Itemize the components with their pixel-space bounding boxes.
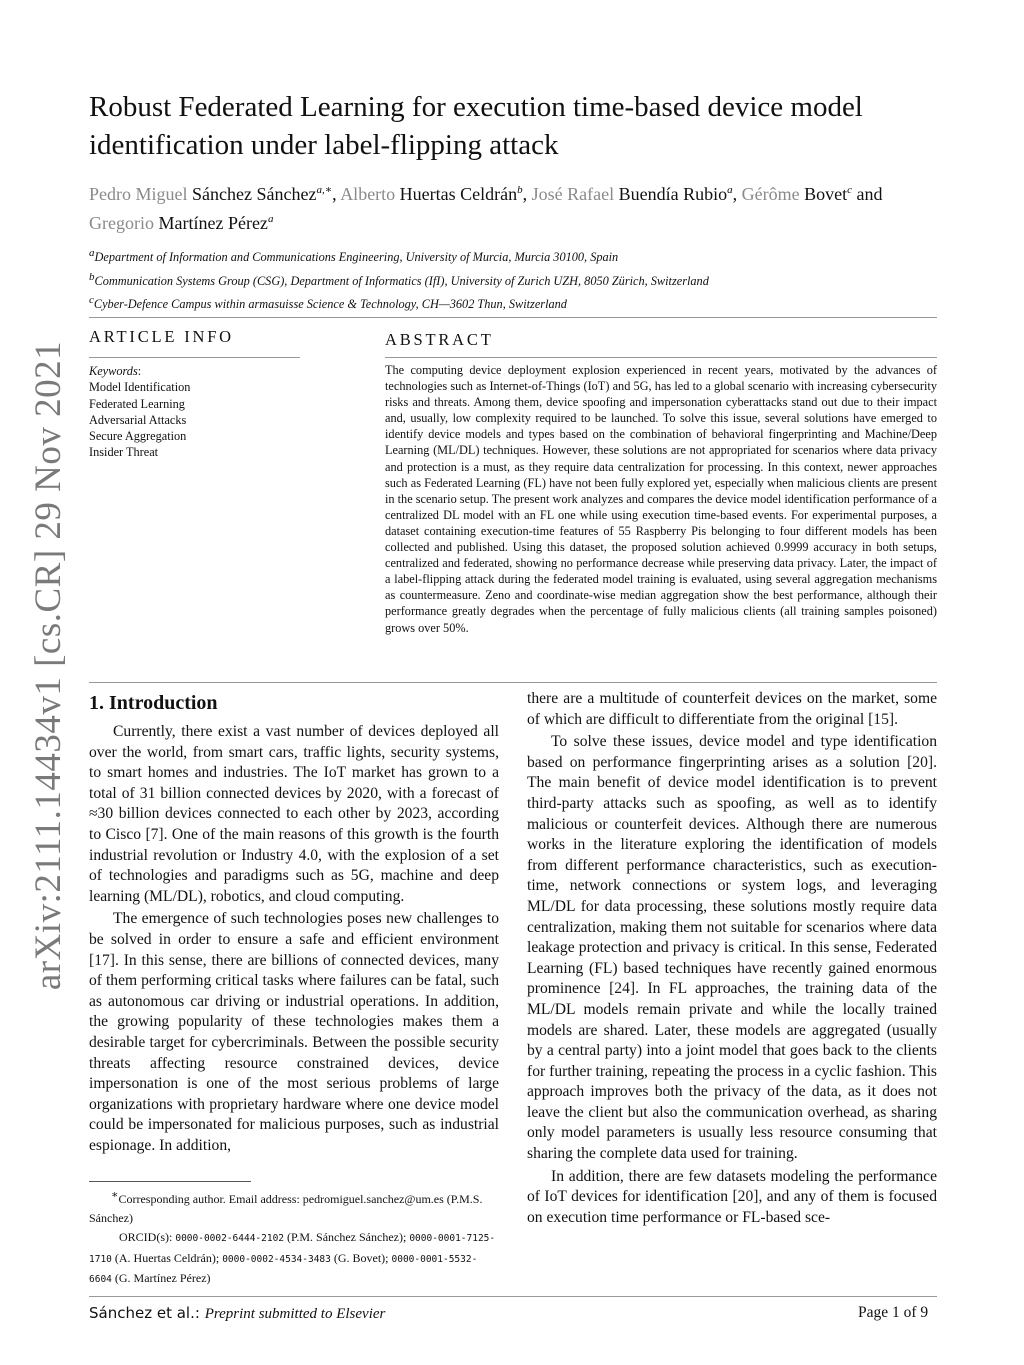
header-divider (89, 317, 937, 318)
affiliation-text: Department of Information and Communications Engineering, University of Murcia, Murcia 30100, Spain (94, 250, 619, 265)
article-info-heading: ARTICLE INFO (89, 327, 234, 346)
body-paragraph: there are a multitude of counterfeit devices on the market, some of which are difficult to differentiate from the original [15]. (527, 690, 937, 728)
footer-running-head: Sánchez et al.: Preprint submitted to Elsevier (89, 1304, 386, 1322)
footnote-corresponding: ∗Corresponding author. Email address: pedromiguel.sanchez@um.es (P.M.S. Sánchez) (89, 1189, 483, 1226)
footnote-orcid: ORCID(s): 0000-0002-6444-2102 (P.M. Sánchez Sánchez); 0000-0001-7125-1710 (A. Huertas Celdrán); 0000-0002-4534-3483 (G. Bovet); 0000-0001-5532-6604 (G. Martínez Pérez) (89, 1230, 496, 1285)
body-column-right (527, 689, 937, 1228)
author-list: Pedro Miguel Sánchez Sánchez$^{a,∗}$, Alberto Huertas Celdrán$^b$, José Rafael Buendía Rubio$^a$, Gérôme Bovet$^c$ and Gregorio Martínez Pérez$^a$ (89, 184, 883, 233)
body-paragraph: To solve these issues, device model and type identification based on performance fingerprinting arises as a solution [20]. The main benefit of device model identification is to prevent third-party attacks such as spoofing, as well as to identify malicious or counterfeit devices. Although there are numerous works in the literature exploring the identification of models from different performance characteristics, such as execution-time, network connections or system logs, and leveraging ML/DL for data processing, these solutions mostly require data centralization, making them not suitable for scenarios where data leakage protection and privacy is critical. In this sense, Federated Learning (FL) based techniques have recently gained enormous prominence [24]. In FL approaches, the training data of the ML/DL models remain private and while the locally trained models are shared. Later, these models are aggregated (usually by a central party) into a joint model that goes back to the clients for further training, repeating the process in a cyclic fashion. This approach improves both the privacy of the data, as it does not leave the client but also the communication overhead, as sharing only model parameters is usually less resource consuming that sharing the complete data used for training. (527, 733, 937, 1163)
body-column-left (89, 722, 499, 1156)
orcid-id: 0000-0001-7125-1710 (89, 1233, 496, 1265)
affiliation-mark: b (89, 270, 95, 283)
arxiv-stamp (14, 340, 84, 990)
affiliation-mark: c (89, 294, 94, 307)
author-family-name: Buendía Rubio (618, 184, 728, 204)
keyword-item: Federated Learning (89, 396, 185, 411)
footer-page-number: Page 1 of 9 (858, 1304, 929, 1321)
abstract-bottom-divider (89, 682, 937, 683)
keyword-item: Secure Aggregation (89, 429, 187, 444)
keyword-item: Model Identification (89, 380, 191, 395)
paper-title: Robust Federated Learning for execution time-based device model identification under label-flipping attack (89, 91, 863, 161)
abstract-text: The computing device deployment explosion experienced in recent years, motivated by the advances of technologies such as Internet-of-Things (IoT) and 5G, has led to a global scenario with increasing cybersecurity risks and threats. Among them, device spoofing and impersonation cyberattacks stand out due to their impact and, usually, low complexity required to be launched. To solve this issue, several solutions have emerged to identify device models and types based on the combination of behavioral fingerprinting and Machine/Deep Learning (ML/DL) techniques. However, these solutions are not appropriated for scenarios where data privacy and protection is a must, as they require data centralization for processing. In this context, newer approaches such as Federated Learning (FL) have not been fully explored yet, especially when malicious clients are present in the scenario setup. The present work analyzes and compares the device model identification performance of a centralized DL model with an FL one while using execution time-based events. For experimental purposes, a dataset containing execution-time features of 55 Raspberry Pis belonging to four different models has been collected and published. Using this dataset, the proposed solution achieved 0.9999 accuracy in both setups, centralized and federated, showing no performance decrease while preserving data privacy. Later, the impact of a label-flipping attack during the federated model training is evaluated, using several aggregation mechanisms as countermeasure. Zeno and coordinate-wise median aggregation show the best performance, although their performance greatly degrades when the percentage of fully malicious clients (all training samples poisoned) grows over 50%. (385, 363, 937, 635)
author-family-name: Martínez Pérez (158, 213, 268, 233)
body-paragraph: The emergence of such technologies poses new challenges to be solved in order to ensure a safe and efficient environment [17]. In this sense, there are billions of connected devices, many of them performing critical tasks where failures can be fatal, such as autonomous car driving or industrial operations. In addition, the growing popularity of these technologies makes them a desirable target for cybercriminals. Between the possible security threats affecting resource constrained devices, device impersonation is one of the most serious problems of large organizations with proprietary hardware where one device model could be impersonated for malicious purposes, such as industrial espionage. In addition, (89, 910, 499, 1154)
author-name (340, 184, 522, 204)
author-given-name: José Rafael (531, 184, 615, 204)
affiliation-text: Cyber-Defence Campus within armasuisse Science & Technology, CH—3602 Thun, Switzerland (93, 297, 567, 312)
author-name (89, 184, 332, 204)
keyword-item: Insider Threat (89, 445, 159, 460)
citation-link[interactable]: [7] (145, 825, 164, 843)
author-name (89, 213, 273, 233)
body-paragraph: Currently, there exist a vast number of devices deployed all over the world, from smart cars, traffic lights, security systems, to smart homes and industries. The IoT market has grown to a total of 31 billion connected devices by 2020, with a forecast of ≈30 billion devices connected to each other by 2023, according to Cisco [7]. One of the main reasons of this growth is the fourth industrial revolution or Industry 4.0, with the explosion of a set of technologies and paradigms such as 5G, machine and deep learning (ML/DL), robotics, and cloud computing. (89, 723, 499, 905)
footnote-rule (89, 1181, 251, 1182)
author-family-name: Huertas Celdrán (399, 184, 518, 204)
author-affiliation-mark: b (517, 184, 523, 196)
abstract-heading: ABSTRACT (385, 330, 494, 349)
orcid-id: 0000-0001-5532-6604 (89, 1253, 478, 1285)
author-name (742, 184, 852, 204)
citation-link[interactable]: [20] (907, 753, 934, 771)
footnotes (89, 1186, 499, 1289)
author-affiliation-mark: a (267, 213, 274, 225)
arxiv-stamp-text: arXiv:2111.14434v1 [cs.CR] 29 Nov 2021 (28, 340, 70, 990)
keywords-label: Keywords: (89, 364, 142, 378)
citation-link[interactable]: [20] (732, 1188, 759, 1206)
author-family-name: Sánchez Sánchez (192, 184, 317, 204)
section-heading-introduction: 1. Introduction (89, 692, 218, 714)
author-name (532, 184, 733, 204)
keyword-item: Adversarial Attacks (89, 412, 187, 427)
author-family-name: Bovet (804, 184, 848, 204)
citation-link[interactable]: [17] (89, 951, 115, 969)
affiliation-line (89, 268, 949, 292)
author-given-name: Gregorio (89, 213, 154, 233)
affiliation-text: Communication Systems Group (CSG), Department of Informatics (IfI), University of Zurich UZH, 8050 Zürich, Switzerland (94, 273, 709, 288)
orcid-id: 0000-0002-6444-2102 (175, 1233, 285, 1245)
citation-link[interactable]: [15] (868, 710, 895, 728)
affiliation-mark: a (89, 247, 95, 259)
keywords-block (89, 363, 309, 461)
body-paragraph: In addition, there are few datasets modeling the performance of IoT devices for identification [20], and any of them is focused on execution time performance or FL-based sce- (527, 1167, 938, 1226)
article-info-divider (89, 357, 300, 358)
author-given-name: Pedro Miguel (89, 184, 188, 204)
citation-link[interactable]: [24] (609, 980, 636, 998)
orcid-id: 0000-0002-4534-3483 (222, 1253, 331, 1265)
author-given-name: Gérôme (741, 184, 800, 204)
affiliation-line (89, 244, 949, 268)
author-affiliation-mark: a (727, 184, 733, 196)
footer-divider (89, 1296, 937, 1297)
author-affiliation-mark: c (847, 184, 852, 196)
author-given-name: Alberto (340, 184, 396, 204)
author-affiliation-mark: a,∗ (316, 184, 333, 196)
affiliation-list (89, 244, 949, 315)
abstract-divider (385, 357, 937, 358)
affiliation-line (89, 291, 949, 315)
keyword-list (89, 379, 309, 460)
